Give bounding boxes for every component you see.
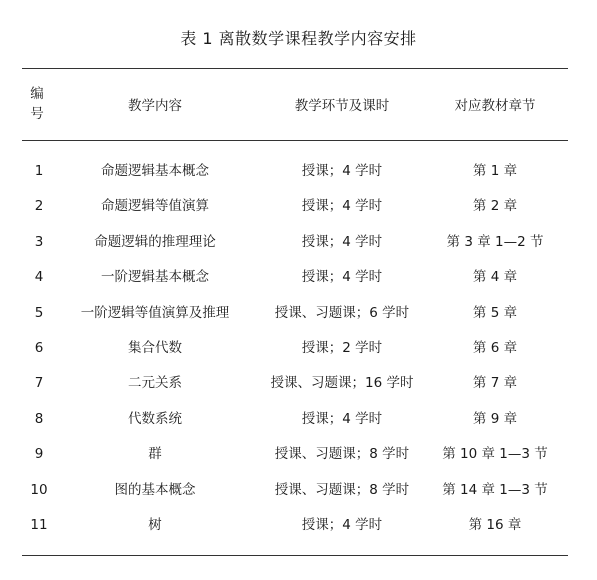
row-number: 10: [30, 481, 48, 498]
row-content: 命题逻辑基本概念: [101, 163, 209, 179]
row-content: 命题逻辑的推理理论: [94, 233, 216, 250]
row-number: 6: [34, 339, 44, 356]
row-chapter: 第 10 章 1—3 节: [442, 446, 548, 463]
row-method: 授课；2 学时: [301, 339, 383, 356]
table-top-rule: [22, 68, 568, 69]
row-method: 授课、习题课；16 学时: [270, 375, 414, 392]
row-method: 授课；4 学时: [301, 410, 383, 427]
row-method: 授课；4 学时: [301, 269, 383, 286]
row-chapter: 第 7 章: [472, 375, 518, 392]
row-content: 集合代数: [128, 339, 182, 356]
row-chapter: 第 6 章: [472, 339, 518, 356]
header-number: [26, 80, 48, 128]
row-content: 一阶逻辑等值演算及推理: [80, 304, 230, 321]
table-bottom-rule: [22, 555, 568, 556]
row-chapter: 第 9 章: [472, 410, 518, 427]
table-row: [0, 260, 597, 295]
row-chapter: 第 4 章: [472, 269, 518, 286]
row-method: 授课；4 学时: [301, 163, 383, 179]
row-content: 群: [148, 446, 162, 463]
row-content: 一阶逻辑基本概念: [101, 269, 209, 286]
table-row: [0, 402, 597, 437]
row-number: 1: [34, 163, 44, 179]
row-content: 命题逻辑等值演算: [101, 198, 209, 215]
row-number: 11: [30, 516, 48, 533]
table-row: [0, 189, 597, 224]
row-number: 7: [34, 375, 44, 392]
row-number: 8: [34, 410, 44, 427]
table-body: [0, 154, 597, 543]
row-chapter: 第 5 章: [472, 304, 518, 321]
header-method: 教学环节及课时: [294, 98, 390, 114]
row-method: 授课、习题课；8 学时: [274, 446, 410, 463]
row-method: 授课、习题课；6 学时: [274, 304, 410, 321]
row-content: 图的基本概念: [114, 481, 196, 498]
table-row: [0, 331, 597, 366]
header-number-line1: 编: [30, 86, 44, 102]
row-content: 二元关系: [128, 375, 182, 392]
table-row: [0, 508, 597, 543]
row-chapter: 第 2 章: [472, 198, 518, 215]
row-content: 树: [148, 516, 162, 533]
row-method: 授课；4 学时: [301, 516, 383, 533]
header-number-line2: 号: [30, 106, 44, 122]
row-chapter: 第 14 章 1—3 节: [442, 481, 548, 498]
row-method: 授课；4 学时: [301, 198, 383, 215]
row-method: 授课、习题课；8 学时: [274, 481, 410, 498]
row-number: 3: [34, 233, 44, 250]
table-row: [0, 366, 597, 401]
row-number: 9: [34, 446, 44, 463]
row-number: 5: [34, 304, 44, 321]
table-header-rule: [22, 140, 568, 141]
row-chapter: 第 3 章 1—2 节: [446, 233, 544, 250]
header-content: 教学内容: [128, 98, 182, 114]
header-chapter: 对应教材章节: [454, 98, 536, 114]
table-caption: 表 1 离散数学课程教学内容安排: [180, 29, 417, 48]
row-content: 代数系统: [128, 410, 182, 427]
table-row: [0, 473, 597, 508]
row-chapter: 第 1 章: [472, 163, 518, 179]
row-method: 授课；4 学时: [301, 233, 383, 250]
table-row: [0, 296, 597, 331]
row-number: 4: [34, 269, 44, 286]
table-row: [0, 437, 597, 472]
row-chapter: 第 16 章: [468, 516, 522, 533]
table-row: [0, 154, 597, 189]
row-number: 2: [34, 198, 44, 215]
table-row: [0, 225, 597, 260]
